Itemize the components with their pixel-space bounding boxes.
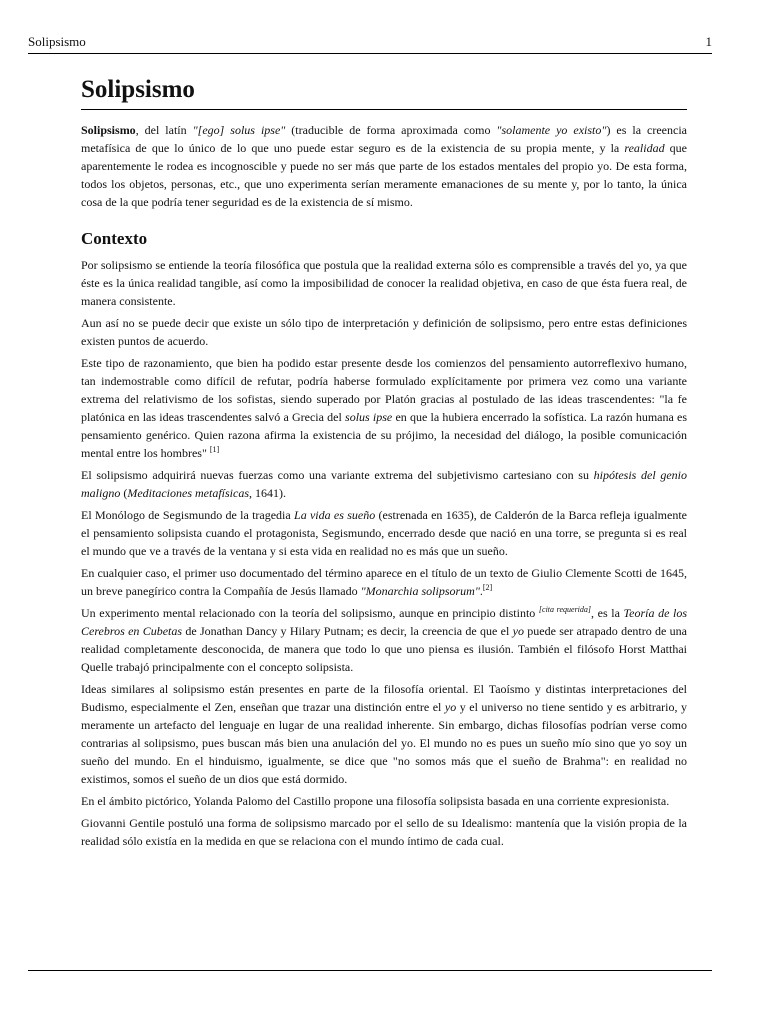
- paragraph-7: [81, 604, 687, 676]
- lead-text-3: ) es la creencia metafísica de que lo único de lo que uno puede estar seguro es de la existencia de su propia mente, y la: [81, 123, 687, 155]
- lead-text-1: , del latín: [135, 123, 193, 137]
- p7-text-c: de Jonathan Dancy y Hilary Putnam; es decir, la creencia de que el: [182, 624, 513, 638]
- reference-2[interactable]: [2]: [482, 583, 493, 592]
- p6-text-b: .: [479, 584, 483, 598]
- paragraph-6: [81, 564, 687, 600]
- p3-solus-ipse: solus ipse: [345, 410, 393, 424]
- page-number: 1: [705, 34, 712, 49]
- p8-text-b: y el universo no tiene sentido y es arbitrario, y meramente un artefacto del lenguaje en lugar de una realidad inherente. Sin embargo, dichas filosofías podrían verse como contrarias al solipsismo, pues buscan más bien una anulación del yo. El mundo no es pues un sueño mío sino que yo soy un sueño del mundo. En el hinduismo, igualmente, se dice que "no somos más que el sueño de Brahma": en realidad no existimos, somos el sueño de un dios que está dormido.: [81, 700, 687, 786]
- p4-hipotesis: hipótesis del genio maligno: [81, 468, 687, 500]
- paragraph-4: [81, 466, 687, 502]
- p7-teoria: Teoría de los Cerebros en Cubetas: [81, 606, 688, 638]
- p7-text-a: Un experimento mental relacionado con la teoría del solipsismo, aunque en principio distinto: [81, 606, 539, 620]
- lead-realidad: realidad: [624, 141, 665, 155]
- paragraph-8: [81, 680, 687, 788]
- p6-monarchia: "Monarchia solipsorum": [360, 584, 480, 598]
- lead-translation: "solamente yo existo": [496, 123, 607, 137]
- paragraph-2: Aun así no se puede decir que existe un sólo tipo de interpretación y definición de solipsismo, pero entre estas definiciones existen puntos de acuerdo.: [81, 316, 687, 348]
- article-title: Solipsismo: [81, 74, 687, 110]
- p8-text-a: Ideas similares al solipsismo están presentes en parte de la filosofía oriental. El Taoísmo y distintas interpretaciones del Budismo, especialmente el Zen, enseñan que trazar una distinción entre el: [81, 682, 687, 714]
- citation-needed[interactable]: [cita requerida]: [538, 605, 592, 614]
- p7-text-d: puede ser atrapado dentro de una realidad completamente desconocida, de manera que todo lo que uno piensa es ilusión. También el filósofo Horst Matthai Quelle trabajó principalmente con el concepto solipsista.: [81, 624, 688, 674]
- lead-paragraph: [81, 121, 687, 211]
- p7-yo: yo: [512, 624, 524, 638]
- p5-text-a: El Monólogo de Segismundo de la tragedia: [81, 508, 295, 522]
- p5-vida-es-sueno: La vida es sueño: [294, 508, 376, 522]
- running-header: [28, 34, 712, 54]
- p3-text-a: Este tipo de razonamiento, que bien ha podido estar presente desde los comienzos del pensamiento autorreflexivo humano, tan indemostrable como difícil de refutar, podría haberse formulado explícitamente por primera vez como una variante extrema del relativismo de los sofistas, siendo superado por Platón gracias al postulado de las ideas trascendentes: "la fe platónica en las ideas trascendentes salvó a Grecia del: [81, 356, 687, 424]
- section-heading-contexto: Contexto: [81, 229, 148, 248]
- paragraph-3: [81, 354, 687, 462]
- running-header-title: Solipsismo: [28, 34, 86, 49]
- p4-text-b: (: [120, 486, 128, 500]
- paragraph-5: [81, 506, 687, 560]
- lead-term: Solipsismo: [81, 123, 136, 137]
- footer-rule: [28, 970, 712, 971]
- p6-text-a: En cualquier caso, el primer uso documentado del término aparece en el título de un texto de Giulio Clemente Scotti de 1645, un breve panegírico contra la Compañía de Jesús llamado: [81, 566, 687, 598]
- paragraph-10: Giovanni Gentile postuló una forma de solipsismo marcado por el sello de su Idealismo: mantenía que la visión propia de la realidad sólo existía en la medida en que se relaciona con el mundo íntimo de cada cual.: [81, 816, 687, 848]
- lead-latin: "[ego] solus ipse": [192, 123, 286, 137]
- p3-text-b: en que la hubiera encerrado la sofística. La razón humana es pensamiento genérico. Quien razona afirma la existencia de su prójimo, la necesidad del diálogo, la posible comunicación mental entre los hombres": [81, 410, 688, 460]
- article-body: [81, 74, 687, 854]
- p4-text-c: , 1641).: [248, 486, 286, 500]
- p4-text-a: El solipsismo adquirirá nuevas fuerzas como una variante extrema del subjetivismo cartesiano con su: [81, 468, 594, 482]
- lead-text-4: que aparentemente le rodea es incognoscible y puede no ser más que parte de los estados mentales del propio yo. De esta forma, todos los objetos, personas, etc., que uno experimenta serían meramente emanaciones de su mente y, por lo tanto, la única cosa de la que podría tener seguridad es de la existencia de sí mismo.: [81, 141, 688, 209]
- p4-meditaciones: Meditaciones metafísicas: [127, 486, 249, 500]
- reference-1[interactable]: [1]: [209, 445, 220, 454]
- paragraph-1: Por solipsismo se entiende la teoría filosófica que postula que la realidad externa sólo es comprensible a través del yo, ya que éste es la única realidad tangible, así como la imposibilidad de conocer la realidad objetiva, en caso de que ésta fuera real, de manera consistente.: [81, 258, 687, 308]
- p8-yo: yo: [444, 700, 457, 714]
- paragraph-9: En el ámbito pictórico, Yolanda Palomo del Castillo propone una filosofía solipsista basada en una corriente expresionista.: [81, 794, 670, 808]
- p5-text-b: (estrenada en 1635), de Calderón de la Barca refleja igualmente el pensamiento solipsista cuando el protagonista, Segismundo, encerrado desde que nació en una torre, se pregunta si es real el mundo que ve a través de la ventana y si esta vida en realidad no es más que un sueño.: [81, 508, 687, 558]
- p7-text-b: , es la: [591, 606, 624, 620]
- lead-text-2: (traducible de forma aproximada como: [285, 123, 497, 137]
